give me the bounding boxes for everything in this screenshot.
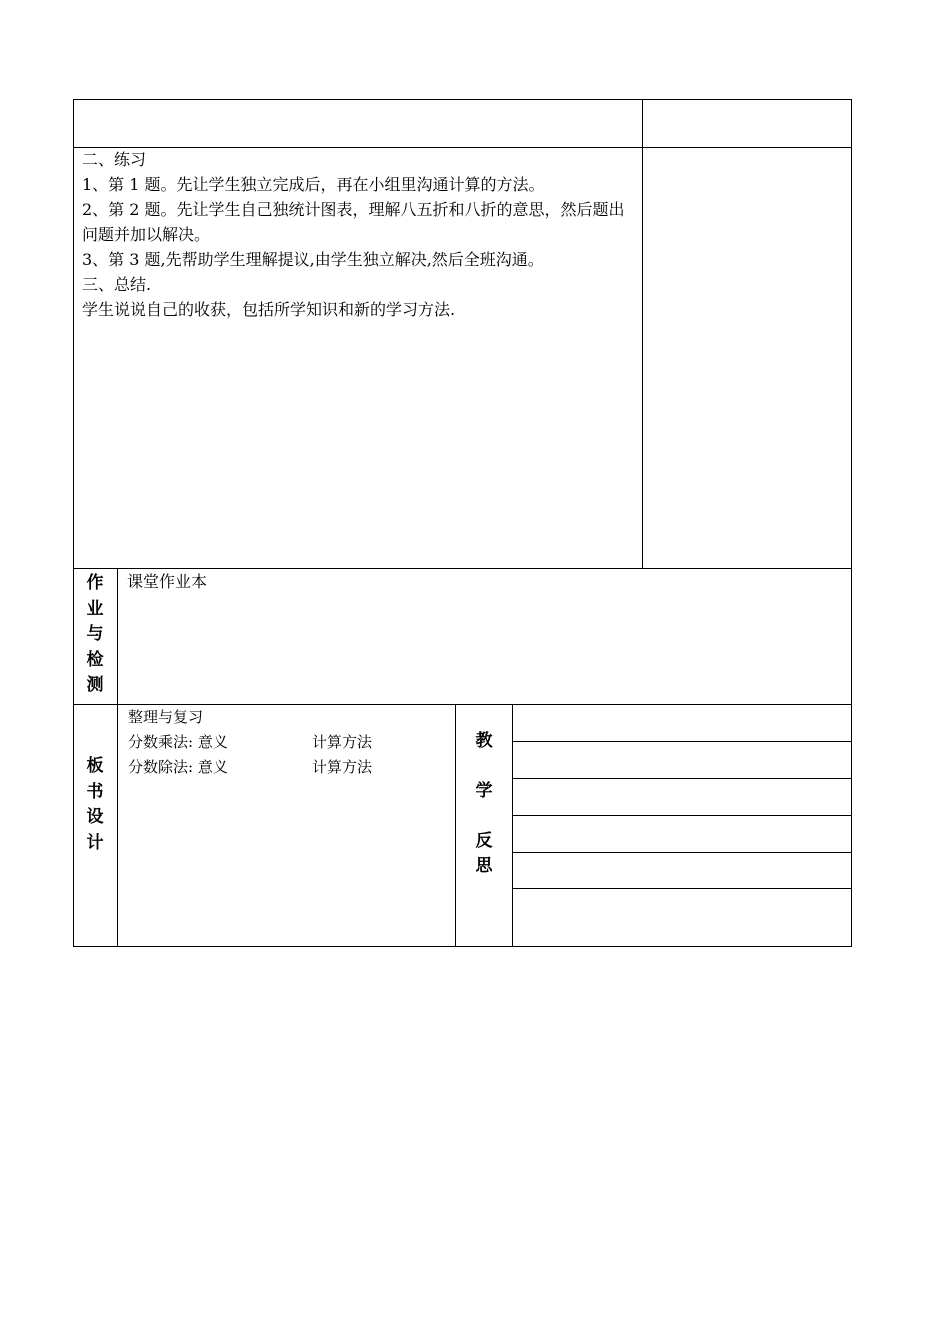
reflection-label-char: 反 bbox=[475, 831, 493, 851]
board-row-left: 分数乘法: 意义 bbox=[128, 733, 228, 751]
reflection-label-divider-left bbox=[455, 704, 456, 947]
table-border-bottom bbox=[73, 946, 852, 947]
homework-label bbox=[80, 571, 110, 699]
practice-heading: 二、练习 bbox=[82, 150, 147, 169]
homework-label-char: 与 bbox=[86, 624, 104, 644]
board-row bbox=[128, 730, 372, 755]
summary-text: 学生说说自己的收获，包括所学知识和新的学习方法. bbox=[82, 300, 456, 319]
reflection-line bbox=[512, 741, 852, 742]
teaching-reflection-label bbox=[469, 729, 499, 879]
board-design-label bbox=[80, 754, 110, 856]
reflection-line bbox=[512, 815, 852, 816]
homework-label-char: 测 bbox=[86, 675, 104, 695]
lesson-process-text bbox=[82, 147, 638, 322]
summary-heading: 三、总结. bbox=[82, 275, 152, 294]
table-border-right bbox=[851, 99, 852, 947]
reflection-line bbox=[512, 888, 852, 889]
reflection-label-char: 教 bbox=[475, 731, 493, 751]
board-row-left: 分数除法: 意义 bbox=[128, 758, 228, 776]
board-row bbox=[128, 755, 372, 780]
board-label-char: 设 bbox=[86, 807, 104, 827]
notes-column-divider bbox=[642, 99, 643, 569]
practice-item-2: 2、第 2 题。先让学生自己独统计图表，理解八五折和八折的意思，然后题出问题并加以解决。 bbox=[82, 200, 625, 244]
board-label-char: 板 bbox=[86, 756, 104, 776]
homework-label-char: 作 bbox=[86, 573, 104, 593]
board-title: 整理与复习 bbox=[128, 708, 204, 726]
board-row-right: 计算方法 bbox=[312, 758, 373, 776]
board-label-char: 书 bbox=[86, 781, 104, 802]
board-row-right: 计算方法 bbox=[312, 733, 373, 751]
table-border-top bbox=[73, 99, 852, 100]
reflection-label-char: 思 bbox=[475, 856, 493, 876]
board-label-char: 计 bbox=[86, 832, 104, 853]
homework-content: 课堂作业本 bbox=[127, 572, 208, 591]
board-design-content bbox=[128, 705, 372, 780]
label-column-divider bbox=[117, 568, 118, 947]
reflection-line bbox=[512, 852, 852, 853]
homework-label-char: 检 bbox=[86, 649, 104, 670]
table-border-left bbox=[73, 99, 74, 947]
practice-item-3: 3、第 3 题,先帮助学生理解提议,由学生独立解决,然后全班沟通。 bbox=[82, 250, 544, 269]
reflection-line bbox=[512, 778, 852, 779]
homework-label-char: 业 bbox=[86, 598, 104, 619]
reflection-label-char: 学 bbox=[475, 781, 493, 801]
practice-item-1: 1、第 1 题。先让学生独立完成后，再在小组里沟通计算的方法。 bbox=[82, 175, 545, 194]
table-row-divider-2 bbox=[73, 568, 852, 569]
